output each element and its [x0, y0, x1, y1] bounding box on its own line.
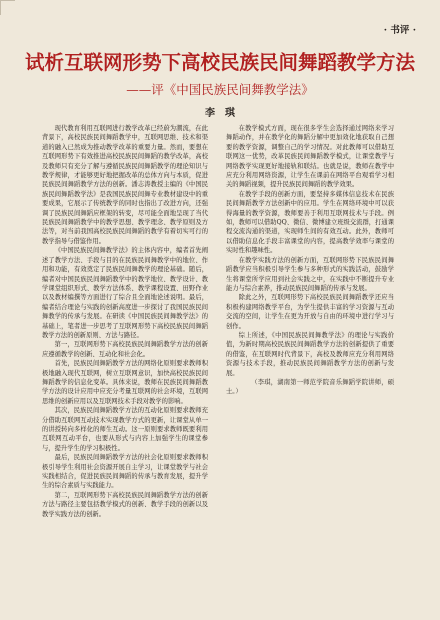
paragraph: 其次，民族民间舞蹈教学方法的互动化原则要求教师充分借助互联网互动技术实现教学方式的更新，让课堂从单一的讲授转向多样化的师生互动。这一原则要求教师既要利用互联网互动平台，也要从形式与内容上加强学生的课堂参与，提升学生的学习积极性。: [42, 407, 208, 452]
paragraph: 首先，民族民间舞蹈教学方法的网络化原则要求教师积极地融入现代互联网，树立互联网意识，加快高校民族民间舞蹈教学的信息化变革。具体来说，教师在民族民间舞蹈教学方法的设计应用中应充分考量互联网的社会环境，互联网思维的创新应用以及互联网技术手段对教学的影响。: [42, 360, 208, 405]
paragraph: 在教学模式方面，现在很多学生会选择通过网络来学习舞蹈动作，并在教学化的舞蹈分解中更加效化地获取自己想要的教学资源，调整自己的学习情况。对此教师可以借助互联网这一优势，改革民族民间舞蹈教学模式，让课堂教学与网络教学实现更好地接轨和联结。也就是说，教师在教学中应充分利用网络资源，让学生在课前在网络平台观看学习相关的舞蹈视频，提升民族民间舞蹈的教学效果。: [226, 125, 394, 189]
paragraph: 在教学手段的创新方面，要坚持多媒体信息技术在民族民间舞蹈教学方法创新中的应用。学生在网络环境中可以获得海量的教学资源，教师要善于利用互联网技术与手段。例如，教师可以借助QQ、微信、微博建立班级交流群，打通课程交流沟通的渠道，实现师生间的有效互动。此外，教师可以借助信息化手段丰富课堂的内容，提高教学效率与课堂的实时性和趣味性。: [226, 190, 394, 255]
paragraph: 最后，民族民间舞蹈教学方法的社会化原则要求教师积极引导学生利用社会资源开展自主学习，让课堂教学与社会实践相结合，促进民族民间舞蹈的传承与教育发展，提升学生的综合素质与实践能力。: [42, 454, 208, 490]
section-tag: · 书评 ·: [383, 25, 416, 36]
paragraph: 《中国民族民间舞教学法》的主体内容中，编者首先阐述了教学方法、手段与目的在民族民间舞教学中的地位、作用和功能，有效奠定了民族民间舞教学的理论基础。随后，编者对中国民族民间舞蹈教学中的教学地位、教学设计、教学课堂组织形式、教学方法体系、教学课程设置、田野作业以及教材编撰等方面进行了综合且全面地论述说明。最后，编者结合理论与实践的创新高度进一步探讨了我国民族民间舞教学的传承与发展。在研读《中国民族民间舞教学法》的基础上，笔者进一步思考了互联网形势下高校民族民间舞蹈教学方法的创新原则、方法与路径。: [42, 247, 208, 339]
article-subtitle: ——评《中国民族民间舞教学法》: [126, 82, 314, 97]
paragraph: 第一，互联网形势下高校民族民间舞蹈教学方法的创新应遵循教学的创新、互动化和社会化。: [42, 341, 208, 358]
author-note: （李琪，湖南第一师范学院音乐舞蹈学院讲师，硕士。）: [226, 378, 394, 396]
article-body-left-column: [42, 124, 208, 610]
paragraph: 第二，互联网形势下高校民族民间舞蹈教学方法的创新方法与路径主要包括教学模式的创新、教学手段的创新以及教学实践方法的创新。: [42, 491, 208, 518]
paragraph: 综上所述，《中国民族民间舞教学法》的理论与实践价值，为新时期高校民族民间舞蹈教学方法的创新提供了重要的借鉴，在互联网时代背景下，高校及教师应充分利用网络资源与技术手段，推动民族民间舞蹈教学方法的创新与发展。: [226, 331, 394, 377]
paragraph: 除此之外，互联网形势下高校民族民间舞蹈教学还应当积极构建网络教学平台，为学生提供丰富的学习资源与互动交流的空间，让学生在更为开放与自由的环境中进行学习与创作。: [226, 294, 394, 330]
article-author: 李 琪: [205, 108, 235, 119]
article-title: 试析互联网形势下高校民族民间舞蹈教学方法: [24, 51, 415, 74]
article-body-right-column: [226, 124, 394, 610]
paragraph: 现代教育利用互联网进行教学改革已经蔚为潮流，在此背景下，高校民族民间舞蹈教学中，互联网思维、技术和渠道的融入已然成为推动教学改革的重要力量。然而，要想在互联网形势下有效推进高校民族民间舞蹈的教学改革，高校及教师只有充分了解与遵循民族民间舞蹈教学的理论知识与教学规律，才能够更好地把握改革的总体方向与本质，促进民族民间舞蹈教学方法的创新。潘志涛教授主编的《中国民族民间舞蹈教学法》是我国民族民间舞专业教材建设中的重要成果，它展示了传统教学的同时也指出了改进方向，还强调了民族民间舞蹈应框架的转变，尽可能全面地呈现了当代民族民间舞蹈教学中的教学思想、教学理念、教学原则及方法等，对当前我国高校民族民间舞蹈的教学有着切实可行的教学指导与借鉴作用。: [42, 125, 208, 245]
page-corner-mark: [0, 0, 15, 15]
paragraph: 在教学实践方法的创新方面，互联网形势下民族民间舞蹈教学应当积极引导学生参与多种形式的实践活动，鼓励学生将课堂所学应用到社会实践之中，在实践中不断提升专业能力与综合素养，推动民族民间舞蹈的传承与发展。: [226, 256, 394, 292]
